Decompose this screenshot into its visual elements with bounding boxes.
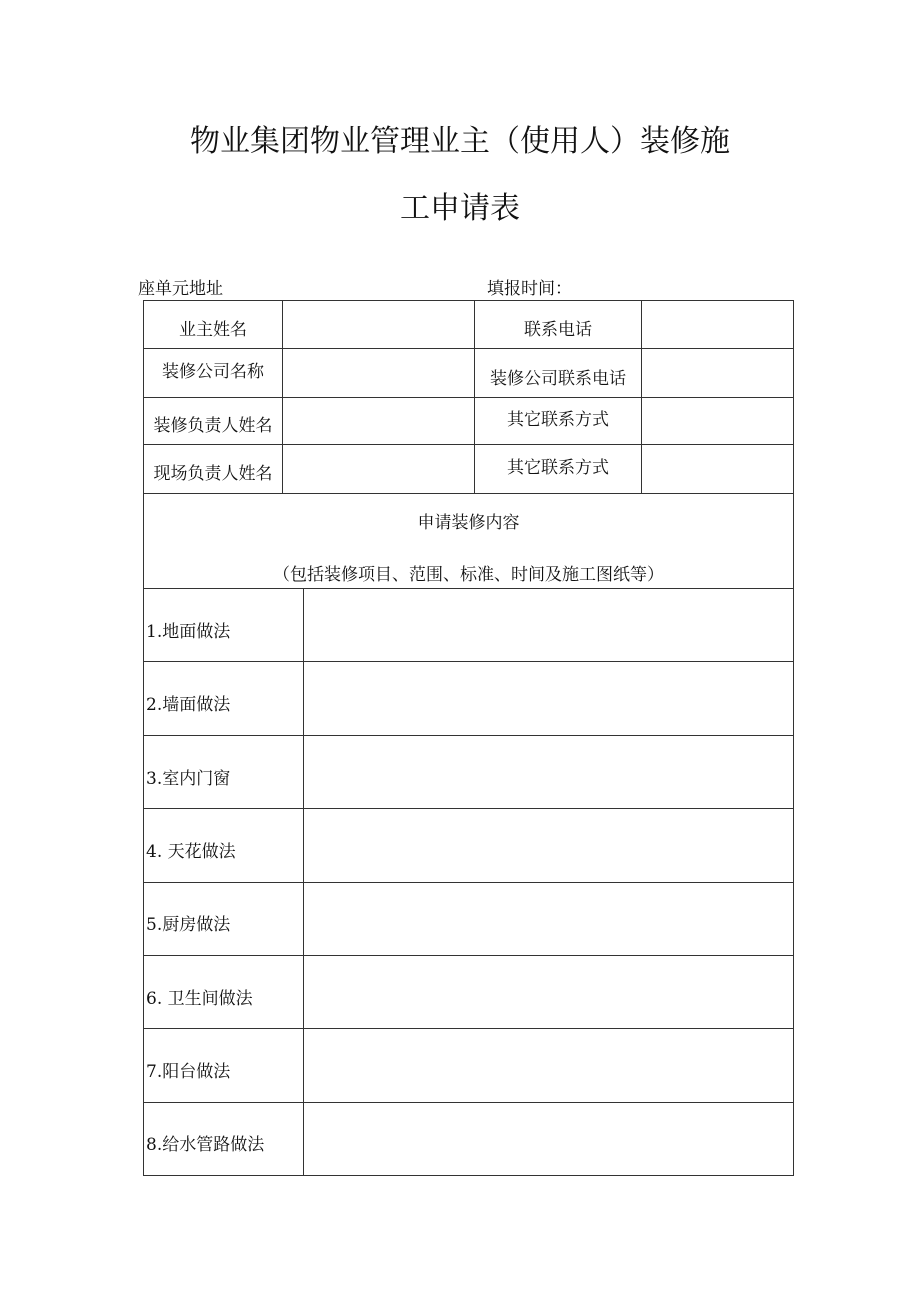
form-title-line1: 物业集团物业管理业主（使用人）装修施 (190, 124, 730, 159)
item-balcony: 7.阳台做法 (146, 1062, 231, 1082)
site-manager-label: 现场负责人姓名 (153, 464, 273, 484)
renovation-manager-label: 装修负责人姓名 (153, 416, 273, 436)
section-subheading: （包括装修项目、范围、标准、时间及施工图纸等） (273, 565, 664, 585)
row-divider (144, 661, 793, 662)
row-divider (144, 397, 793, 398)
item-wall: 2.墙面做法 (146, 695, 231, 715)
item-water-pipes: 8.给水管路做法 (146, 1135, 265, 1155)
row-divider (144, 955, 793, 956)
owner-name-label: 业主姓名 (179, 320, 247, 340)
item-ceiling: 4. 天花做法 (146, 842, 236, 862)
row-divider (144, 1028, 793, 1029)
item-floor: 1.地面做法 (146, 622, 231, 642)
address-label: 座单元地址 (138, 279, 223, 299)
item-kitchen: 5.厨房做法 (146, 915, 231, 935)
date-label: 填报时间： (487, 279, 572, 299)
company-phone-label: 装修公司联系电话 (490, 369, 626, 389)
other-contact-label: 其它联系方式 (507, 410, 609, 430)
row-divider (144, 808, 793, 809)
row-divider (144, 588, 793, 589)
row-divider (144, 444, 793, 445)
application-form-table (143, 300, 794, 1176)
company-name-label: 装修公司名称 (162, 362, 264, 382)
item-bathroom: 6. 卫生间做法 (146, 989, 253, 1009)
column-divider (641, 301, 642, 493)
other-contact-label: 其它联系方式 (507, 458, 609, 478)
row-divider (144, 348, 793, 349)
row-divider (144, 1102, 793, 1103)
column-divider (303, 588, 304, 1176)
item-doors-windows: 3.室内门窗 (146, 769, 231, 789)
form-title-line2: 工申请表 (400, 191, 520, 226)
row-divider (144, 735, 793, 736)
row-divider (144, 493, 793, 494)
section-heading: 申请装修内容 (417, 513, 520, 533)
column-divider (282, 301, 283, 493)
owner-phone-label: 联系电话 (524, 320, 592, 340)
row-divider (144, 882, 793, 883)
